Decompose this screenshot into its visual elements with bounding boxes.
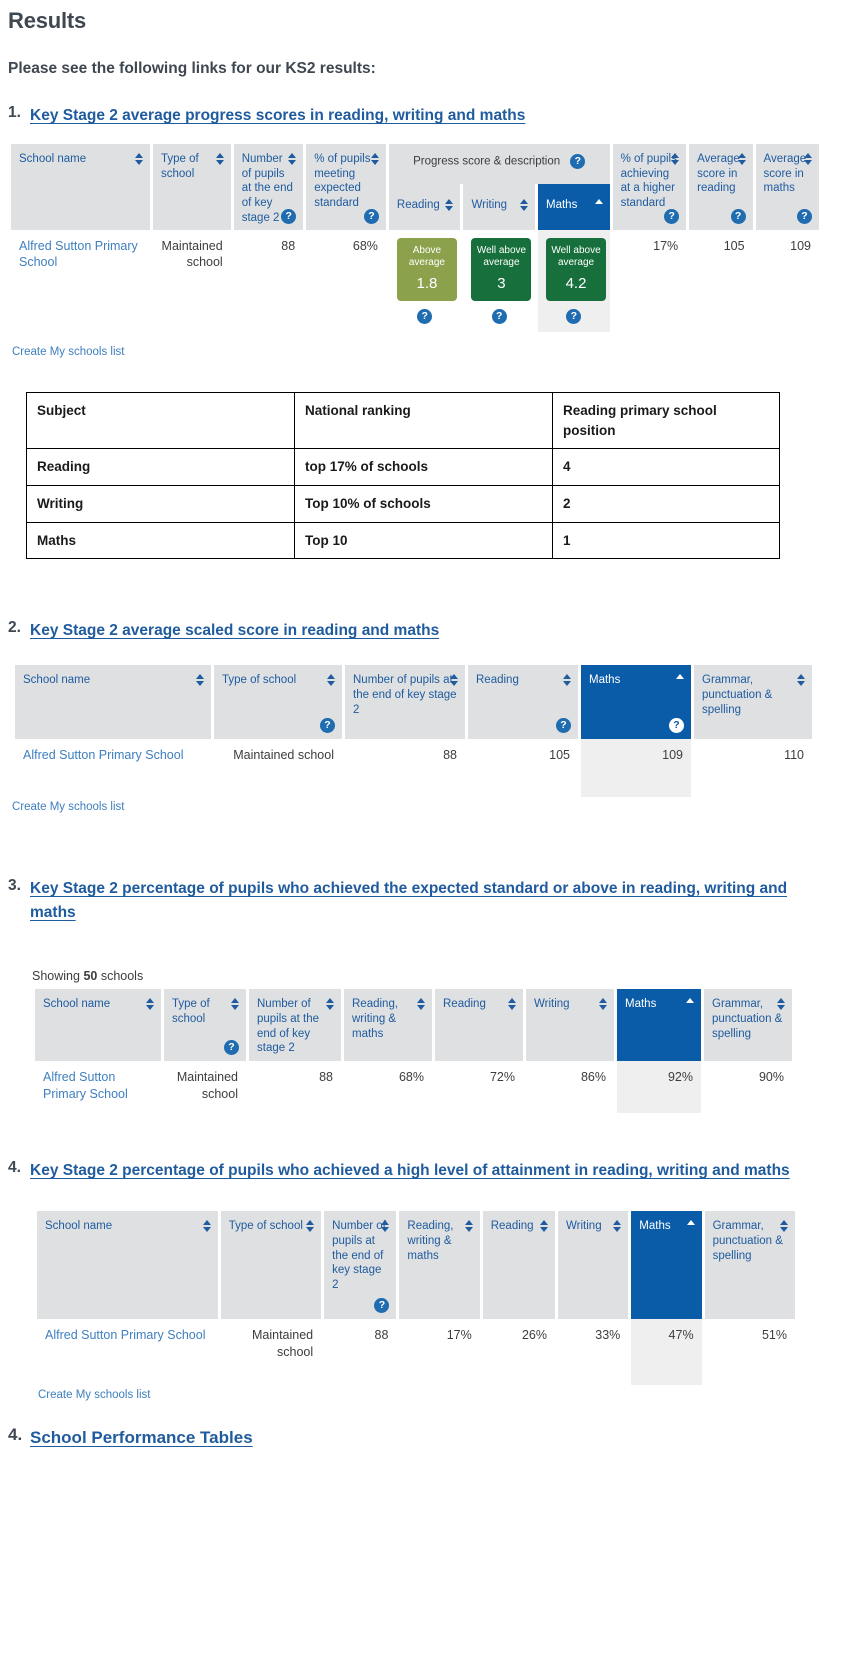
section-1-number: 1. (8, 104, 21, 121)
help-icon[interactable]: ? (556, 718, 571, 733)
th-school-name[interactable] (11, 144, 150, 230)
section-5-link[interactable]: School Performance Tables (30, 1428, 253, 1448)
cell-progress-writing (463, 230, 535, 333)
sort-arrows-icon[interactable] (540, 1220, 549, 1232)
th-type-of-school[interactable] (164, 989, 246, 1061)
cell-national-ranking: top 17% of schools (295, 449, 553, 486)
section-2-link[interactable]: Key Stage 2 average scaled score in reading and maths (30, 622, 440, 640)
cell-maths: 109 (581, 739, 691, 797)
showing-count: 50 (83, 969, 98, 984)
cell-pct-expected: 68% (306, 230, 386, 333)
sort-arrows-icon[interactable] (613, 1220, 622, 1232)
sort-arrows-icon[interactable] (135, 153, 144, 165)
ks2-scaled-score-table (12, 665, 815, 797)
results-page (0, 8, 850, 1472)
th-progress-writing[interactable] (463, 184, 535, 229)
section-5-heading (8, 1425, 850, 1451)
cell-pupils: 88 (249, 1061, 341, 1113)
th-school-name[interactable] (37, 1211, 218, 1319)
th-pct-meeting-expected-standard[interactable] (306, 144, 386, 230)
th-label: Reading (476, 674, 519, 687)
cell-school-name[interactable] (15, 739, 211, 797)
badge-value: 3 (497, 274, 506, 292)
th-subject: Subject (27, 393, 295, 449)
cell-type-of-school: Maintained school (164, 1061, 246, 1113)
th-grammar-punctuation-spelling[interactable] (705, 1211, 795, 1319)
th-label: Maths (639, 1220, 671, 1233)
cell-maths: 47% (631, 1319, 701, 1385)
th-type-of-school[interactable] (153, 144, 231, 230)
ks2-progress-scores-table-wrap (0, 144, 850, 360)
table1-header-row-1 (11, 144, 819, 184)
help-icon[interactable]: ? (281, 209, 296, 224)
cell-avg-reading: 105 (689, 230, 752, 333)
th-label: Maths (625, 998, 657, 1011)
sort-arrows-icon[interactable] (777, 998, 786, 1010)
showing-prefix: Showing (32, 969, 84, 984)
cell-position: 2 (553, 485, 780, 522)
th-reading[interactable] (483, 1211, 555, 1319)
help-icon[interactable]: ? (224, 1040, 239, 1055)
th-pct-higher-standard[interactable] (613, 144, 687, 230)
ks2-high-attainment-table (34, 1211, 798, 1385)
progress-badge-maths (546, 238, 606, 302)
cell-gps: 51% (705, 1319, 795, 1385)
ks2-expected-standard-table-wrap (0, 969, 850, 1113)
th-number-of-pupils[interactable] (249, 989, 341, 1061)
th-reading[interactable] (435, 989, 523, 1061)
cell-subject: Reading (27, 449, 295, 486)
cell-subject: Writing (27, 485, 295, 522)
th-progress-score-group (389, 144, 610, 184)
cell-pupils: 88 (345, 739, 465, 797)
sort-arrows-icon[interactable] (599, 998, 608, 1010)
cell-school-name[interactable] (35, 1061, 161, 1113)
th-label: Reading, writing & maths (352, 998, 399, 1040)
th-reading-writing-maths[interactable] (399, 1211, 479, 1319)
th-label: Reading, writing & maths (407, 1220, 454, 1262)
table-row (11, 230, 819, 333)
sort-arrows-icon[interactable] (671, 153, 680, 165)
th-label: Number of pupils at the end of key stage 2 (257, 998, 320, 1055)
th-label: School name (43, 998, 111, 1011)
th-label: % of pupils achieving at a higher standard (620, 153, 677, 210)
cell-rwm: 68% (344, 1061, 432, 1113)
th-label: Maths (589, 674, 621, 687)
badge-description: Above average (408, 244, 445, 268)
th-label: Number of pupils at the end of key stage 2 (353, 674, 457, 716)
badge-value: 1.8 (416, 274, 438, 292)
th-number-of-pupils[interactable] (345, 665, 465, 739)
th-label: Type of school (172, 998, 210, 1025)
page-title: Results (8, 8, 87, 33)
cell-type-of-school: Maintained school (221, 1319, 321, 1385)
th-label: Type of school (161, 153, 199, 180)
cell-type-of-school: Maintained school (214, 739, 342, 797)
table-row (27, 485, 780, 522)
school-link[interactable]: Alfred Sutton Primary School (19, 238, 138, 270)
progress-badge-reading (397, 238, 457, 302)
section-2-number: 2. (8, 619, 21, 637)
sort-arrows-icon[interactable] (417, 998, 426, 1010)
showing-suffix: schools (97, 969, 144, 984)
help-icon[interactable]: ? (374, 1298, 389, 1313)
th-grammar-punctuation-spelling[interactable] (704, 989, 792, 1061)
th-type-of-school[interactable] (214, 665, 342, 739)
sort-arrow-up-icon[interactable] (687, 1220, 696, 1232)
sort-arrows-icon[interactable] (203, 1220, 212, 1232)
th-grammar-punctuation-spelling[interactable] (694, 665, 812, 739)
sort-arrows-icon[interactable] (371, 153, 380, 165)
th-type-of-school[interactable] (221, 1211, 321, 1319)
badge-description: Well above average (476, 244, 527, 268)
th-label: Number of pupils at the end of key stage 2 (241, 153, 293, 224)
sort-arrows-icon[interactable] (563, 674, 572, 686)
sort-arrows-icon[interactable] (381, 1220, 390, 1232)
ranking-header-row (27, 393, 780, 449)
cell-writing: 86% (526, 1061, 614, 1113)
cell-reading: 105 (468, 739, 578, 797)
sort-arrows-icon[interactable] (216, 153, 225, 165)
create-my-schools-list-link-3[interactable]: Create My schools list (38, 1389, 151, 1402)
ks2-expected-standard-table (32, 989, 795, 1113)
th-reading[interactable] (468, 665, 578, 739)
sort-arrows-icon[interactable] (738, 153, 747, 165)
table3-header-row (35, 989, 792, 1061)
intro-text: Please see the following links for our KS2 results: (8, 60, 376, 77)
th-school-name[interactable] (15, 665, 211, 739)
th-label: School name (23, 674, 91, 687)
th-school-name[interactable] (35, 989, 161, 1061)
cell-position: 4 (553, 449, 780, 486)
th-label: % of pupils meeting expected standard (314, 153, 371, 210)
th-label: Average score in maths (763, 153, 807, 195)
cell-maths: 92% (617, 1061, 701, 1113)
help-icon[interactable]: ? (664, 209, 679, 224)
badge-value: 4.2 (565, 274, 587, 292)
sort-arrows-icon[interactable] (780, 1220, 789, 1232)
cell-subject: Maths (27, 522, 295, 559)
th-number-of-pupils[interactable] (234, 144, 304, 230)
sort-arrows-icon[interactable] (797, 674, 806, 686)
cell-national-ranking: Top 10 (295, 522, 553, 559)
section-4-number: 4. (8, 1159, 21, 1177)
th-progress-maths[interactable] (538, 184, 610, 229)
section-4-link[interactable]: Key Stage 2 percentage of pupils who achieved a high level of attainment in reading, writing and maths (30, 1162, 790, 1180)
table-row (27, 522, 780, 559)
help-icon[interactable]: ? (492, 309, 507, 324)
sort-arrows-icon[interactable] (327, 674, 336, 686)
section-3-heading (8, 877, 850, 925)
th-label: Grammar, punctuation & spelling (702, 674, 773, 716)
ks2-high-attainment-table-wrap (0, 1211, 850, 1403)
help-icon[interactable]: ? (669, 718, 684, 733)
sort-arrows-icon[interactable] (146, 998, 155, 1010)
school-link[interactable]: Alfred Sutton Primary School (23, 748, 184, 763)
national-ranking-table (26, 392, 780, 559)
sort-arrows-icon[interactable] (508, 998, 517, 1010)
badge-description: Well above average (551, 244, 601, 268)
section-3-link[interactable]: Key Stage 2 percentage of pupils who achieved the expected standard or above in reading, writing and maths (30, 880, 788, 922)
cell-reading: 72% (435, 1061, 523, 1113)
th-label: Reading (443, 998, 486, 1011)
section-3-number: 3. (8, 877, 21, 895)
cell-pupils: 88 (324, 1319, 396, 1385)
th-label: Number of pupils at the end of key stage 2 (332, 1220, 386, 1292)
sort-arrows-icon[interactable] (450, 674, 459, 686)
cell-school-name[interactable] (37, 1319, 218, 1385)
help-icon[interactable]: ? (570, 154, 585, 169)
sort-arrows-icon[interactable] (306, 1220, 315, 1232)
school-link[interactable]: Alfred Sutton Primary School (45, 1328, 206, 1343)
cell-national-ranking: Top 10% of schools (295, 485, 553, 522)
th-national-ranking: National ranking (295, 393, 553, 449)
table-row (37, 1319, 795, 1385)
showing-schools-count (32, 969, 850, 983)
cell-rwm: 17% (399, 1319, 479, 1385)
th-label: Reading (396, 199, 440, 212)
th-label: Type of school (228, 1220, 303, 1233)
th-label: Writing (566, 1220, 602, 1233)
help-icon[interactable]: ? (566, 309, 581, 324)
sort-arrows-icon[interactable] (445, 199, 454, 211)
cell-writing: 33% (558, 1319, 628, 1385)
th-label: Average score in reading (697, 153, 740, 195)
th-writing[interactable] (558, 1211, 628, 1319)
th-maths[interactable] (581, 665, 691, 739)
th-label: Writing (471, 199, 508, 212)
th-label: School name (19, 153, 87, 166)
th-number-of-pupils[interactable] (324, 1211, 396, 1319)
th-label: Progress score & description (413, 155, 561, 168)
th-reading-primary-school-position: Reading primary school position (553, 393, 780, 449)
sort-arrows-icon[interactable] (196, 674, 205, 686)
section-1-heading (8, 104, 850, 128)
table2-header-row (15, 665, 812, 739)
section-2-heading (8, 619, 850, 643)
cell-type-of-school: Maintained school (153, 230, 231, 333)
th-maths[interactable] (617, 989, 701, 1061)
help-icon[interactable]: ? (731, 209, 746, 224)
section-1-link[interactable]: Key Stage 2 average progress scores in reading, writing and maths (30, 107, 526, 124)
help-icon[interactable]: ? (364, 209, 379, 224)
help-icon[interactable]: ? (797, 209, 812, 224)
cell-progress-reading (389, 230, 461, 333)
cell-gps: 90% (704, 1061, 792, 1113)
cell-position: 1 (553, 522, 780, 559)
sort-arrow-up-icon[interactable] (686, 998, 695, 1010)
cell-pupils: 88 (234, 230, 304, 333)
section-5-number: 4. (8, 1425, 23, 1445)
sort-arrows-icon[interactable] (520, 199, 529, 211)
cell-reading: 26% (483, 1319, 555, 1385)
help-icon[interactable]: ? (417, 309, 432, 324)
cell-avg-maths: 109 (756, 230, 819, 333)
table-row (35, 1061, 792, 1113)
sort-arrows-icon[interactable] (804, 153, 813, 165)
sort-arrows-icon[interactable] (231, 998, 240, 1010)
sort-arrow-up-icon[interactable] (676, 674, 685, 686)
th-progress-reading[interactable] (389, 184, 461, 229)
th-label: Type of school (222, 674, 297, 687)
th-average-score-reading[interactable] (689, 144, 752, 230)
school-link[interactable]: Alfred Sutton Primary School (43, 1070, 128, 1102)
cell-pct-higher: 17% (613, 230, 687, 333)
sort-arrows-icon[interactable] (326, 998, 335, 1010)
sort-arrow-up-icon[interactable] (595, 199, 604, 211)
th-label: Grammar, punctuation & spelling (712, 1220, 783, 1262)
help-icon[interactable]: ? (320, 718, 335, 733)
th-reading-writing-maths[interactable] (344, 989, 432, 1061)
cell-progress-maths (538, 230, 610, 333)
th-average-score-maths[interactable] (756, 144, 819, 230)
th-writing[interactable] (526, 989, 614, 1061)
table-row (27, 449, 780, 486)
table-row (15, 739, 812, 797)
th-label: Maths (546, 199, 578, 212)
th-maths[interactable] (631, 1211, 701, 1319)
sort-arrows-icon[interactable] (465, 1220, 474, 1232)
create-my-schools-list-link-1[interactable]: Create My schools list (12, 346, 125, 359)
progress-badge-writing (471, 238, 531, 302)
table4-header-row (37, 1211, 795, 1319)
section-4-heading (8, 1159, 850, 1183)
ks2-progress-scores-table (8, 144, 822, 332)
th-label: Writing (534, 998, 570, 1011)
th-label: Reading (490, 1220, 534, 1233)
th-label: Grammar, punctuation & spelling (712, 998, 783, 1040)
th-label: School name (45, 1220, 113, 1233)
ks2-scaled-score-table-wrap (0, 665, 850, 815)
sort-arrows-icon[interactable] (288, 153, 297, 165)
cell-school-name[interactable] (11, 230, 150, 333)
create-my-schools-list-link-2[interactable]: Create My schools list (12, 801, 125, 814)
cell-gps: 110 (694, 739, 812, 797)
